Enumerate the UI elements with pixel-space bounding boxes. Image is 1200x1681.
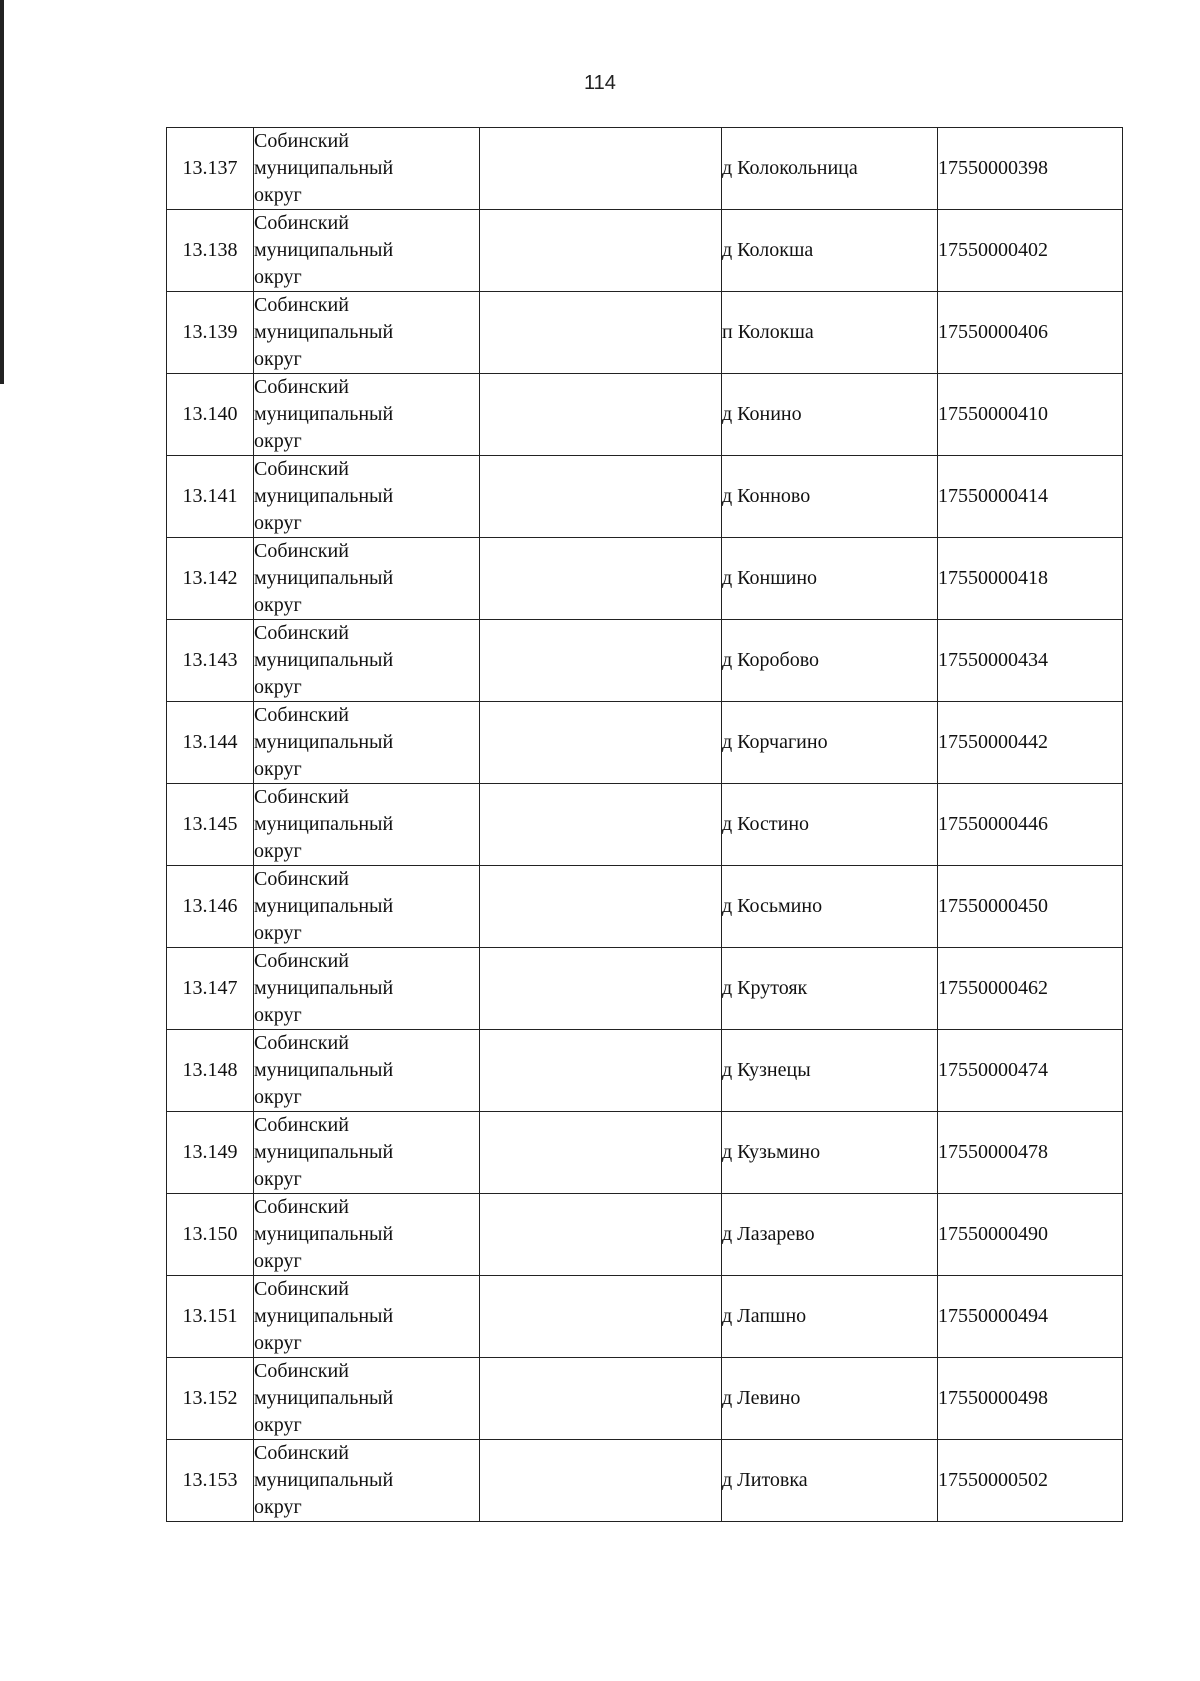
district-line: муниципальный: [254, 1305, 394, 1327]
district-line: Собинский: [254, 376, 349, 398]
row-number-cell: 13.146: [167, 866, 254, 948]
oktmo-code-cell: 17550000414: [938, 456, 1123, 538]
row-number-cell: 13.151: [167, 1276, 254, 1358]
empty-cell: [480, 292, 722, 374]
row-number-cell: 13.149: [167, 1112, 254, 1194]
row-number-cell: 13.145: [167, 784, 254, 866]
oktmo-code-cell: 17550000434: [938, 620, 1123, 702]
district-line: округ: [254, 758, 302, 780]
oktmo-code-cell: 17550000402: [938, 210, 1123, 292]
table-row: [167, 1194, 1123, 1276]
table-row: [167, 1112, 1123, 1194]
row-number-cell: 13.139: [167, 292, 254, 374]
row-number-cell: 13.147: [167, 948, 254, 1030]
district-line: Собинский: [254, 786, 349, 808]
district-line: Собинский: [254, 622, 349, 644]
district-cell: [254, 210, 480, 292]
district-line: Собинский: [254, 130, 349, 152]
table-row: [167, 620, 1123, 702]
district-line: округ: [254, 1168, 302, 1190]
settlement-cell: д Кузьмино: [722, 1112, 938, 1194]
district-line: округ: [254, 348, 302, 370]
district-cell: [254, 1194, 480, 1276]
district-cell: [254, 1112, 480, 1194]
district-line: муниципальный: [254, 403, 394, 425]
settlement-cell: д Литовка: [722, 1440, 938, 1522]
oktmo-code-cell: 17550000398: [938, 128, 1123, 210]
table-body: [167, 128, 1123, 1522]
row-number-cell: 13.144: [167, 702, 254, 784]
oktmo-code-cell: 17550000442: [938, 702, 1123, 784]
row-number-cell: 13.138: [167, 210, 254, 292]
district-line: округ: [254, 1496, 302, 1518]
table-row: [167, 292, 1123, 374]
district-line: округ: [254, 184, 302, 206]
settlement-cell: д Лапшно: [722, 1276, 938, 1358]
table-row: [167, 1358, 1123, 1440]
district-cell: [254, 1276, 480, 1358]
oktmo-code-cell: 17550000406: [938, 292, 1123, 374]
district-line: муниципальный: [254, 485, 394, 507]
table-row: [167, 948, 1123, 1030]
district-line: Собинский: [254, 1442, 349, 1464]
empty-cell: [480, 1112, 722, 1194]
settlement-cell: п Колокша: [722, 292, 938, 374]
oktmo-code-cell: 17550000462: [938, 948, 1123, 1030]
district-cell: [254, 374, 480, 456]
district-line: Собинский: [254, 868, 349, 890]
table-row: [167, 1030, 1123, 1112]
district-line: округ: [254, 594, 302, 616]
settlement-cell: д Крутояк: [722, 948, 938, 1030]
table-row: [167, 702, 1123, 784]
row-number-cell: 13.153: [167, 1440, 254, 1522]
settlement-cell: д Колокша: [722, 210, 938, 292]
settlements-table: [166, 127, 1123, 1522]
district-line: муниципальный: [254, 1059, 394, 1081]
settlement-cell: д Костино: [722, 784, 938, 866]
oktmo-code-cell: 17550000498: [938, 1358, 1123, 1440]
district-line: Собинский: [254, 1360, 349, 1382]
empty-cell: [480, 128, 722, 210]
district-line: муниципальный: [254, 1141, 394, 1163]
settlement-cell: д Лазарево: [722, 1194, 938, 1276]
district-line: округ: [254, 840, 302, 862]
empty-cell: [480, 948, 722, 1030]
district-cell: [254, 866, 480, 948]
district-cell: [254, 1440, 480, 1522]
district-line: округ: [254, 1332, 302, 1354]
table-row: [167, 210, 1123, 292]
district-line: Собинский: [254, 458, 349, 480]
oktmo-code-cell: 17550000490: [938, 1194, 1123, 1276]
row-number-cell: 13.137: [167, 128, 254, 210]
empty-cell: [480, 1194, 722, 1276]
district-line: округ: [254, 676, 302, 698]
district-cell: [254, 702, 480, 784]
district-line: Собинский: [254, 540, 349, 562]
settlement-cell: д Конново: [722, 456, 938, 538]
oktmo-code-cell: 17550000446: [938, 784, 1123, 866]
district-cell: [254, 948, 480, 1030]
district-line: Собинский: [254, 1114, 349, 1136]
district-line: муниципальный: [254, 731, 394, 753]
empty-cell: [480, 1276, 722, 1358]
district-cell: [254, 292, 480, 374]
district-line: муниципальный: [254, 239, 394, 261]
table-row: [167, 456, 1123, 538]
oktmo-code-cell: 17550000478: [938, 1112, 1123, 1194]
empty-cell: [480, 456, 722, 538]
settlement-cell: д Кузнецы: [722, 1030, 938, 1112]
settlement-cell: д Коншино: [722, 538, 938, 620]
empty-cell: [480, 1440, 722, 1522]
district-line: муниципальный: [254, 1469, 394, 1491]
district-line: округ: [254, 430, 302, 452]
district-line: муниципальный: [254, 321, 394, 343]
empty-cell: [480, 702, 722, 784]
oktmo-code-cell: 17550000450: [938, 866, 1123, 948]
empty-cell: [480, 1358, 722, 1440]
settlement-cell: д Колокольница: [722, 128, 938, 210]
district-line: Собинский: [254, 950, 349, 972]
oktmo-code-cell: 17550000410: [938, 374, 1123, 456]
oktmo-code-cell: 17550000502: [938, 1440, 1123, 1522]
empty-cell: [480, 538, 722, 620]
empty-cell: [480, 784, 722, 866]
district-line: округ: [254, 1004, 302, 1026]
district-line: муниципальный: [254, 649, 394, 671]
district-cell: [254, 1030, 480, 1112]
district-line: округ: [254, 512, 302, 534]
district-line: Собинский: [254, 1032, 349, 1054]
district-line: округ: [254, 1250, 302, 1272]
district-line: муниципальный: [254, 567, 394, 589]
page-number: 114: [584, 72, 616, 94]
district-line: муниципальный: [254, 1223, 394, 1245]
district-line: округ: [254, 922, 302, 944]
settlement-cell: д Косьмино: [722, 866, 938, 948]
row-number-cell: 13.152: [167, 1358, 254, 1440]
table-row: [167, 784, 1123, 866]
district-line: Собинский: [254, 1196, 349, 1218]
row-number-cell: 13.150: [167, 1194, 254, 1276]
row-number-cell: 13.148: [167, 1030, 254, 1112]
oktmo-code-cell: 17550000474: [938, 1030, 1123, 1112]
settlement-cell: д Конино: [722, 374, 938, 456]
district-line: Собинский: [254, 1278, 349, 1300]
district-cell: [254, 1358, 480, 1440]
district-line: Собинский: [254, 704, 349, 726]
empty-cell: [480, 1030, 722, 1112]
settlement-cell: д Корчагино: [722, 702, 938, 784]
table-row: [167, 866, 1123, 948]
settlement-cell: д Левино: [722, 1358, 938, 1440]
district-line: муниципальный: [254, 1387, 394, 1409]
empty-cell: [480, 374, 722, 456]
district-line: Собинский: [254, 294, 349, 316]
district-line: округ: [254, 1414, 302, 1436]
table-row: [167, 1440, 1123, 1522]
row-number-cell: 13.143: [167, 620, 254, 702]
district-line: округ: [254, 1086, 302, 1108]
empty-cell: [480, 210, 722, 292]
scan-edge-mark: [0, 0, 4, 384]
oktmo-code-cell: 17550000494: [938, 1276, 1123, 1358]
district-line: муниципальный: [254, 977, 394, 999]
district-line: округ: [254, 266, 302, 288]
table-row: [167, 128, 1123, 210]
table-row: [167, 1276, 1123, 1358]
district-cell: [254, 620, 480, 702]
row-number-cell: 13.140: [167, 374, 254, 456]
table-row: [167, 538, 1123, 620]
district-line: муниципальный: [254, 157, 394, 179]
empty-cell: [480, 866, 722, 948]
row-number-cell: 13.142: [167, 538, 254, 620]
oktmo-code-cell: 17550000418: [938, 538, 1123, 620]
district-cell: [254, 784, 480, 866]
district-cell: [254, 128, 480, 210]
settlement-cell: д Коробово: [722, 620, 938, 702]
district-line: муниципальный: [254, 813, 394, 835]
table-row: [167, 374, 1123, 456]
district-cell: [254, 456, 480, 538]
empty-cell: [480, 620, 722, 702]
district-cell: [254, 538, 480, 620]
row-number-cell: 13.141: [167, 456, 254, 538]
district-line: Собинский: [254, 212, 349, 234]
district-line: муниципальный: [254, 895, 394, 917]
